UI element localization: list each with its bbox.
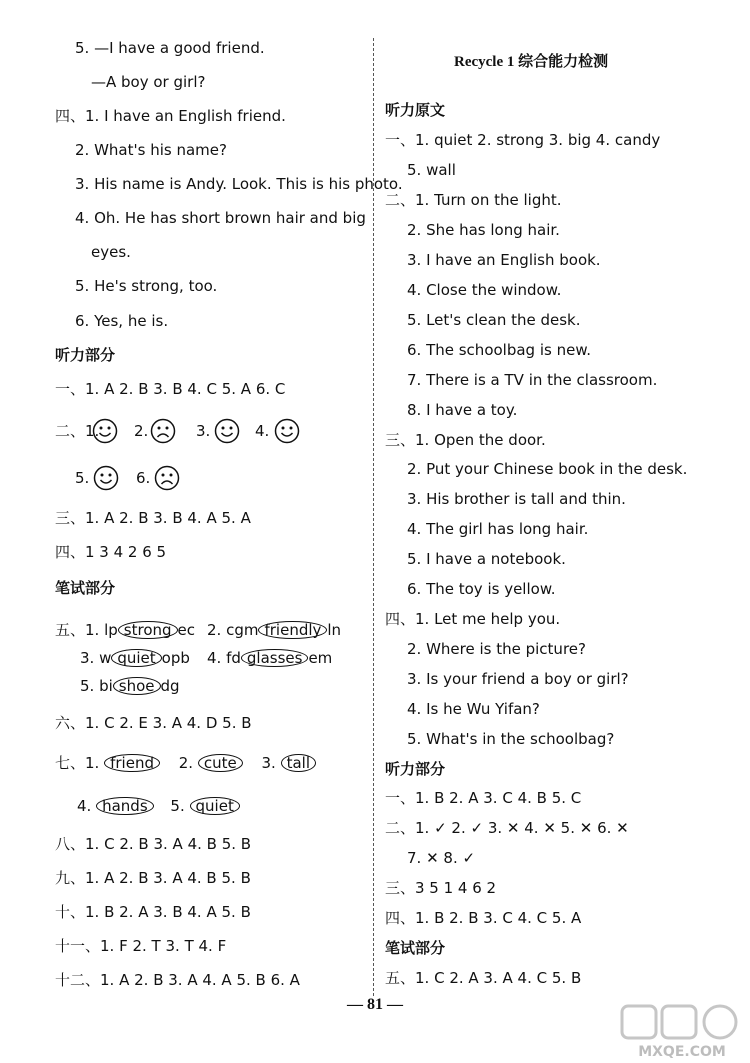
faces-label: 2.: [134, 422, 149, 440]
line: 4. Close the window.: [407, 281, 562, 299]
circled-answers-row: 七、1. friend 2. cute 3. tall: [55, 753, 316, 773]
line: 6. Yes, he is.: [75, 312, 169, 330]
section-heading: 听力部分: [385, 760, 446, 778]
answer-row: 三、3 5 1 4 6 2: [385, 879, 497, 897]
line: 4. Oh. He has short brown hair and big: [75, 209, 366, 227]
circled-word: quiet: [190, 797, 240, 815]
section-heading: 笔试部分: [385, 939, 446, 957]
circled-word: quiet: [111, 649, 161, 667]
faces-label: 4.: [255, 422, 270, 440]
line: 4. Is he Wu Yifan?: [407, 700, 540, 718]
happy-face-icon: [214, 418, 240, 444]
answer-row: 六、1. C 2. E 3. A 4. D 5. B: [55, 714, 252, 732]
circled-word: shoe: [113, 677, 161, 695]
line: eyes.: [91, 243, 131, 261]
circled-word: friendly: [258, 621, 327, 639]
sad-face-icon: [154, 465, 180, 491]
answer-row: 一、1. A 2. B 3. B 4. C 5. A 6. C: [55, 380, 286, 398]
line: 5. wall: [407, 161, 456, 179]
circled-word: glasses: [241, 649, 309, 667]
answer-row: 五、1. C 2. A 3. A 4. C 5. B: [385, 969, 582, 987]
line: 5. I have a notebook.: [407, 550, 566, 568]
faces-label: 5.: [75, 469, 90, 487]
section-heading: 笔试部分: [55, 579, 116, 597]
line: 3. His brother is tall and thin.: [407, 490, 626, 508]
line: 7. There is a TV in the classroom.: [407, 371, 658, 389]
happy-face-icon: [92, 418, 118, 444]
happy-face-icon: [274, 418, 300, 444]
line: 2. She has long hair.: [407, 221, 560, 239]
word-search-item: 2. cgm friendly ln: [207, 621, 342, 639]
watermark-logo: [620, 1004, 744, 1060]
page-number: — 81 —: [347, 996, 403, 1013]
line: 二、1. Turn on the light.: [385, 191, 562, 209]
word-search-item: 5. bi shoe dg: [80, 677, 180, 695]
answer-row: 十一、1. F 2. T 3. T 4. F: [55, 937, 227, 955]
line: 5. —I have a good friend.: [75, 39, 265, 57]
line: 3. His name is Andy. Look. This is his photo.: [75, 175, 403, 193]
answer-row: 十、1. B 2. A 3. B 4. A 5. B: [55, 903, 251, 921]
page-title: Recycle 1 综合能力检测: [454, 54, 609, 70]
line: 8. I have a toy.: [407, 401, 518, 419]
line: 3. Is your friend a boy or girl?: [407, 670, 629, 688]
line: 四、1. Let me help you.: [385, 610, 561, 628]
line: 2. What's his name?: [75, 141, 227, 159]
line: —A boy or girl?: [91, 73, 206, 91]
watermark-text: MXQE.COM: [638, 1044, 726, 1060]
answer-row: 八、1. C 2. B 3. A 4. B 5. B: [55, 835, 252, 853]
circled-word: cute: [198, 754, 243, 772]
section-heading: 听力部分: [55, 346, 116, 364]
line: 3. I have an English book.: [407, 251, 601, 269]
line: 2. Put your Chinese book in the desk.: [407, 460, 688, 478]
line: 4. The girl has long hair.: [407, 520, 589, 538]
faces-label: 3.: [196, 422, 211, 440]
line: 6. The toy is yellow.: [407, 580, 556, 598]
line: 2. Where is the picture?: [407, 640, 586, 658]
answer-row: 九、1. A 2. B 3. A 4. B 5. B: [55, 869, 251, 887]
circled-word: strong: [118, 621, 178, 639]
line: 5. He's strong, too.: [75, 277, 218, 295]
word-search-item: 4. fd glasses em: [207, 649, 333, 667]
answer-row: 二、1. ✓ 2. ✓ 3. ✕ 4. ✕ 5. ✕ 6. ✕: [385, 819, 629, 837]
faces-label: 6.: [136, 469, 151, 487]
section-heading: 听力原文: [385, 101, 446, 119]
line: 6. The schoolbag is new.: [407, 341, 591, 359]
happy-face-icon: [93, 465, 119, 491]
line: 5. Let's clean the desk.: [407, 311, 581, 329]
circled-answers-row: 4. hands 5. quiet: [77, 796, 240, 816]
answer-row: 十二、1. A 2. B 3. A 4. A 5. B 6. A: [55, 971, 300, 989]
answer-row: 7. ✕ 8. ✓: [407, 849, 476, 867]
faces-label: 二、1.: [55, 422, 100, 440]
sad-face-icon: [150, 418, 176, 444]
line: 三、1. Open the door.: [385, 431, 546, 449]
word-search-item: 3. w quiet opb: [80, 649, 190, 667]
line: 四、1. I have an English friend.: [55, 107, 286, 125]
line: 一、1. quiet 2. strong 3. big 4. candy: [385, 131, 661, 149]
answer-row: 四、1 3 4 2 6 5: [55, 543, 167, 561]
answer-row: 四、1. B 2. B 3. C 4. C 5. A: [385, 909, 582, 927]
word-search-item: 五、1. lp strong ec: [55, 621, 196, 639]
line: 5. What's in the schoolbag?: [407, 730, 615, 748]
answer-row: 三、1. A 2. B 3. B 4. A 5. A: [55, 509, 251, 527]
circled-word: hands: [96, 797, 154, 815]
answer-row: 一、1. B 2. A 3. C 4. B 5. C: [385, 789, 582, 807]
circled-word: tall: [281, 754, 316, 772]
circled-word: friend: [104, 754, 160, 772]
